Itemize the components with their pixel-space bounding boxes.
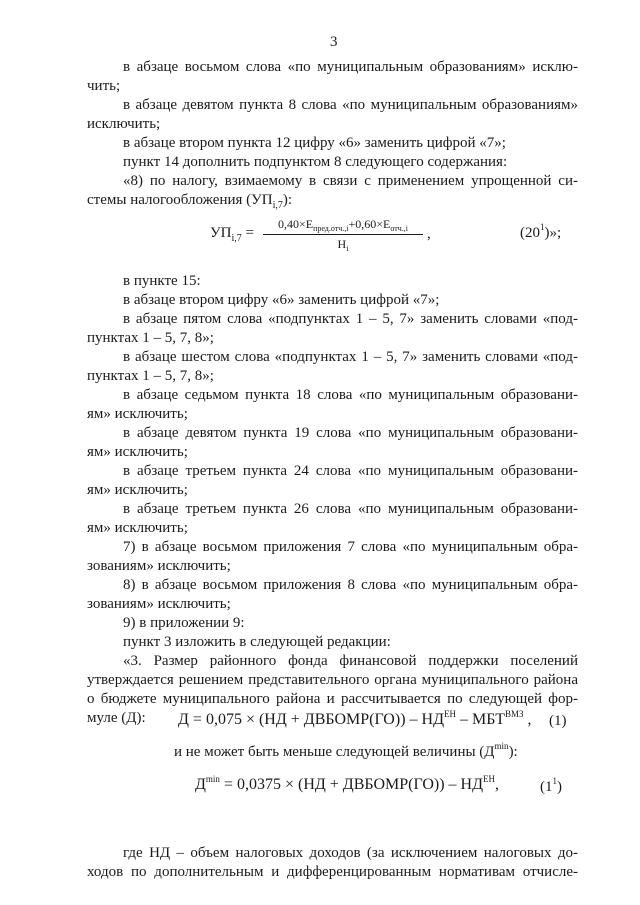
text-line: в абзаце седьмом пункта 18 слова «по муниципальным образовани- — [123, 387, 578, 403]
text-line: в абзаце третьем пункта 26 слова «по муниципальным образовани- — [123, 501, 578, 517]
text-line: где НД – объем налоговых доходов (за исключением налоговых до- — [123, 845, 578, 861]
text-line: муле (Д): — [87, 710, 146, 726]
text-line: пунктах 1 – 5, 7, 8»; — [87, 368, 214, 384]
text-line: 7) в абзаце восьмом приложения 7 слова «по муниципальным обра- — [123, 539, 578, 555]
page-number: 3 — [330, 34, 338, 50]
text-line: в абзаце третьем пункта 24 слова «по муниципальным образовани- — [123, 463, 578, 479]
text-line: ям» исключить; — [87, 406, 188, 422]
formula-20-lhs: $УП_{i,7}$ = — [210, 225, 254, 244]
text-line: в абзаце втором пункта 12 цифру «6» заменить цифрой «7»; — [123, 135, 506, 151]
formula-20-denominator: $Н_i$ — [337, 237, 349, 253]
text-line: ходов по дополнительным и дифференцированным нормативам отчисле- — [87, 864, 578, 880]
text-line: в пункте 15: — [123, 273, 201, 289]
text-line: в абзаце пятом слова «подпунктах 1 – 5, 7» заменить словами «под- — [123, 311, 578, 327]
text-line: «8) по налогу, взимаемому в связи с применением упрощенной си- — [123, 173, 578, 189]
text-line: в абзаце девятом пункта 19 слова «по муниципальным образовани- — [123, 425, 578, 441]
text-line: в абзаце восьмом слова «по муниципальным образованиям» исклю- — [123, 59, 578, 75]
text-line: исключить; — [87, 116, 161, 132]
min-line: и не может быть меньше следующей величины $(Д^{min})$: — [174, 741, 518, 760]
formula-1-number: (1) — [549, 713, 567, 729]
text-line: 9) в приложении 9: — [123, 615, 245, 631]
text-line: пункт 3 изложить в следующей редакции: — [123, 634, 391, 650]
text-line: в абзаце втором цифру «6» заменить цифрой «7»; — [123, 292, 440, 308]
text-line: утверждается решением представительного органа муниципального района — [87, 672, 578, 688]
text-line: чить; — [87, 78, 121, 94]
text-line: о бюджете муниципального района и рассчитывается по следующей фор- — [87, 691, 578, 707]
formula-20-comma: , — [427, 226, 431, 242]
formula-20-fraction — [263, 217, 423, 252]
formula-1-1: $Д^{min} = 0,0375 \times (НД$ + ДВБОМР(ГО)) – $НД^{ЕН}$, — [195, 774, 500, 793]
formula-20-number: $(20^1)$»; — [520, 222, 562, 241]
text-line: зованиям» исключить; — [87, 596, 231, 612]
text-line: «3. Размер районного фонда финансовой поддержки поселений — [123, 653, 578, 669]
text-line: в абзаце девятом пункта 8 слова «по муниципальным образованиям» — [123, 97, 578, 113]
text-line: в абзаце шестом слова «подпунктах 1 – 5, 7» заменить словами «под- — [123, 349, 578, 365]
text-line: ям» исключить; — [87, 520, 188, 536]
system-line: стемы налогообложения $(УП_{i,7})$: — [87, 192, 293, 211]
text-line: ям» исключить; — [87, 482, 188, 498]
formula-1-1-number: $(1^1)$ — [540, 776, 562, 795]
formula-1: Д = 0,075 × (НД + ДВБОМР(ГО)) – $НД^{ЕН} - МБТ^{ВМЗ}$ , — [178, 709, 532, 728]
text-line: пункт 14 дополнить подпунктом 8 следующего содержания: — [123, 154, 508, 170]
text-line: ям» исключить; — [87, 444, 188, 460]
formula-20-numerator: $0,40\times Е_{пред.отч.,i}+0,60\times Е_{отч.,i}$ — [263, 217, 423, 235]
text-line: зованиям» исключить; — [87, 558, 231, 574]
text-line: пунктах 1 – 5, 7, 8»; — [87, 330, 214, 346]
text-line: 8) в абзаце восьмом приложения 8 слова «по муниципальным обра- — [123, 577, 578, 593]
